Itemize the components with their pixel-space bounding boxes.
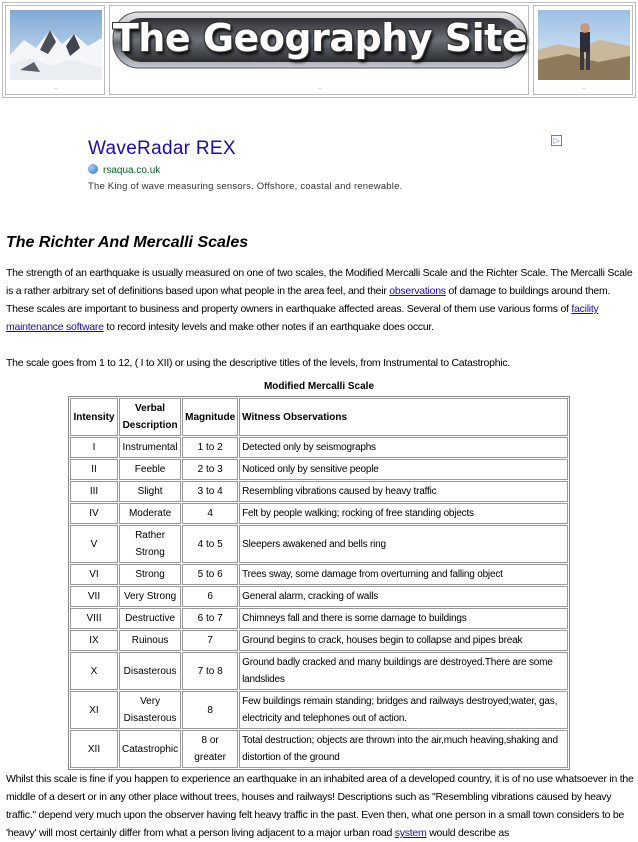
cell-magnitude: 8 or greater bbox=[182, 730, 238, 768]
cell-verbal: Ruinous bbox=[119, 630, 181, 651]
header-left-cell bbox=[5, 5, 105, 95]
cell-verbal: Slight bbox=[119, 481, 181, 502]
closing-text-a: Whilst this scale is fine if you happen to experience an earthquake in an inhabited area of a developed country, it is of no use whatsoever in the middle of a desert or in any other place without trees, houses and railways! Descriptions such as "Resembling vibrations caused by heavy traffic." depend very much upon the observer having felt heavy traffic in the past. Even then, what one person in a small town considers to be 'heavy' will most certainly differ from what a person living adjacent to a major urban road bbox=[6, 773, 634, 839]
table-row bbox=[70, 652, 568, 690]
intro-text-a: The strength of an earthquake is usually measured on one of two scales, the Modified Mercalli Scale and the Richter Scale. The Mercalli Scale is a rather arbitrary set of definitions based upon what people in the area feel, and their bbox=[6, 267, 633, 297]
ad-unit[interactable] bbox=[80, 133, 564, 197]
cell-intensity: XII bbox=[70, 730, 118, 768]
cell-intensity: IV bbox=[70, 503, 118, 524]
intro-text-b: of damage to buildings around them. These scales are important to business and property owners in earthquake affected areas. Several of them use various forms of bbox=[6, 285, 611, 315]
mountain-photo bbox=[10, 10, 102, 80]
cell-verbal: Catastrophic bbox=[119, 730, 181, 768]
cell-witness: Noticed only by sensitive people bbox=[239, 459, 568, 480]
cell-magnitude: 5 to 6 bbox=[182, 564, 238, 585]
left-caption: . bbox=[55, 84, 57, 91]
cell-magnitude: 6 bbox=[182, 586, 238, 607]
cell-intensity: III bbox=[70, 481, 118, 502]
header-witness: Witness Observations bbox=[239, 398, 568, 436]
cell-verbal: Feeble bbox=[119, 459, 181, 480]
cell-verbal: Rather Strong bbox=[119, 525, 181, 563]
header-right-cell bbox=[533, 5, 633, 95]
cell-magnitude: 4 to 5 bbox=[182, 525, 238, 563]
closing-paragraph bbox=[6, 770, 634, 842]
mercalli-table bbox=[68, 396, 570, 770]
table-row bbox=[70, 586, 568, 607]
cell-verbal: Strong bbox=[119, 564, 181, 585]
cell-verbal: Very Strong bbox=[119, 586, 181, 607]
cell-witness: Detected only by seismographs bbox=[239, 437, 568, 458]
cell-witness: Chimneys fall and there is some damage to buildings bbox=[239, 608, 568, 629]
cell-intensity: VIII bbox=[70, 608, 118, 629]
cell-intensity: V bbox=[70, 525, 118, 563]
cell-witness: Ground begins to crack, houses begin to collapse and pipes break bbox=[239, 630, 568, 651]
table-row bbox=[70, 459, 568, 480]
cell-magnitude: 8 bbox=[182, 691, 238, 729]
closing-text-b: would describe as bbox=[426, 827, 509, 839]
header-magnitude: Magnitude bbox=[182, 398, 238, 436]
table-row bbox=[70, 437, 568, 458]
cell-witness: Few buildings remain standing; bridges and railways destroyed;water, gas, electricity and telephones out of action. bbox=[239, 691, 568, 729]
cell-verbal: Very Disasterous bbox=[119, 691, 181, 729]
table-caption: Modified Mercalli Scale bbox=[263, 381, 375, 392]
intro-text-c: to record intesity levels and make other notes if an earthquake does occur. bbox=[103, 321, 434, 333]
cell-witness: Trees sway, some damage from overturning and falling object bbox=[239, 564, 568, 585]
table-header-row bbox=[70, 398, 568, 436]
cell-witness: Ground badly cracked and many buildings are destroyed.There are some landslides bbox=[239, 652, 568, 690]
page-title: The Richter And Mercalli Scales bbox=[6, 234, 249, 251]
right-caption: . bbox=[583, 84, 585, 91]
cell-verbal: Instrumental bbox=[119, 437, 181, 458]
cell-magnitude: 7 bbox=[182, 630, 238, 651]
globe-icon bbox=[88, 164, 98, 174]
observations-link[interactable]: observations bbox=[389, 285, 446, 297]
cell-magnitude: 1 to 2 bbox=[182, 437, 238, 458]
table-row bbox=[70, 730, 568, 768]
cell-intensity: II bbox=[70, 459, 118, 480]
ad-url-text[interactable]: rsaqua.co.uk bbox=[103, 165, 161, 176]
table-row bbox=[70, 630, 568, 651]
cell-witness: Total destruction; objects are thrown into the air,much heaving,shaking and distortion of the ground bbox=[239, 730, 568, 768]
intro-paragraph bbox=[6, 264, 634, 336]
header-banner bbox=[2, 2, 636, 98]
cell-magnitude: 7 to 8 bbox=[182, 652, 238, 690]
facility-software-link[interactable]: facility maintenance software bbox=[6, 303, 599, 333]
logo-text: The Geography Site bbox=[112, 16, 528, 60]
ad-url[interactable] bbox=[88, 164, 160, 176]
cell-witness: Sleepers awakened and bells ring bbox=[239, 525, 568, 563]
cell-verbal: Destructive bbox=[119, 608, 181, 629]
table-row bbox=[70, 564, 568, 585]
cell-intensity: VI bbox=[70, 564, 118, 585]
site-logo[interactable] bbox=[112, 10, 528, 72]
header-verbal: Verbal Description bbox=[119, 398, 181, 436]
cell-intensity: I bbox=[70, 437, 118, 458]
cell-magnitude: 3 to 4 bbox=[182, 481, 238, 502]
cell-intensity: XI bbox=[70, 691, 118, 729]
table-row bbox=[70, 525, 568, 563]
cell-magnitude: 4 bbox=[182, 503, 238, 524]
cell-magnitude: 6 to 7 bbox=[182, 608, 238, 629]
cell-witness: Resembling vibrations caused by heavy traffic bbox=[239, 481, 568, 502]
cell-verbal: Moderate bbox=[119, 503, 181, 524]
cell-intensity: X bbox=[70, 652, 118, 690]
scale-paragraph: The scale goes from 1 to 12, ( I to XII) or using the descriptive titles of the levels, from Instrumental to Catastrophic. bbox=[6, 357, 511, 369]
table-row bbox=[70, 608, 568, 629]
ad-description: The King of wave measuring sensors. Offshore, coastal and renewable. bbox=[88, 181, 403, 192]
table-row bbox=[70, 481, 568, 502]
hiker-photo bbox=[538, 10, 630, 80]
table-row bbox=[70, 503, 568, 524]
cell-intensity: IX bbox=[70, 630, 118, 651]
cell-intensity: VII bbox=[70, 586, 118, 607]
ad-title-link[interactable]: WaveRadar REX bbox=[88, 138, 236, 159]
header-intensity: Intensity bbox=[70, 398, 118, 436]
system-link[interactable]: system bbox=[394, 827, 427, 839]
cell-witness: General alarm, cracking of walls bbox=[239, 586, 568, 607]
cell-verbal: Disasterous bbox=[119, 652, 181, 690]
mid-caption: . bbox=[319, 84, 321, 91]
header-mid-cell bbox=[109, 5, 529, 95]
cell-witness: Felt by people walking; rocking of free standing objects bbox=[239, 503, 568, 524]
adchoices-icon[interactable]: ▷ bbox=[551, 135, 562, 146]
table-row bbox=[70, 691, 568, 729]
cell-magnitude: 2 to 3 bbox=[182, 459, 238, 480]
